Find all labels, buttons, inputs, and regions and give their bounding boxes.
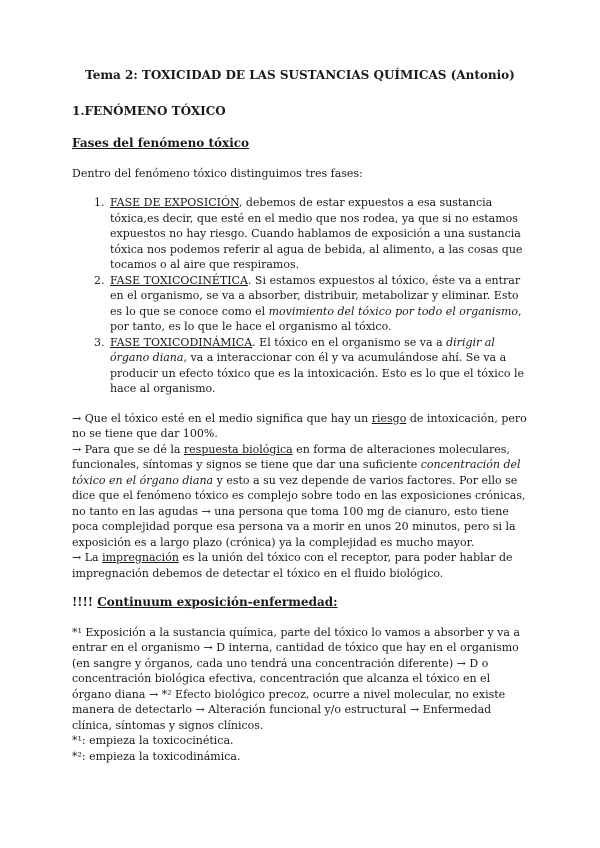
note-text: de intoxicación, pero no se tiene que dar 100%. — [72, 411, 527, 440]
phase-italic: dirigir al órgano diana — [110, 335, 495, 364]
phase-text: . El tóxico en el organismo se va a — [252, 335, 447, 349]
continuum-body: *¹ Exposición a la sustancia química, parte del tóxico lo vamos a absorber y va a entrar en el organismo → D interna, cantidad de tóxico que hay en el organismo (en sangre y órganos, cada uno tendrá una concentración diferente) → D o concentración biológica efectiva, concentración que alcanza el tóxico en el órgano diana → *² Efecto biológico precoz, ocurre a nivel molecular, no existe manera de detectarlo → Alteración funcional y/o estructural → Enfermedad clínica, síntomas y signos clínicos. — [72, 625, 520, 732]
note-underline: respuesta biológica — [183, 442, 293, 456]
note-underline: riesgo — [371, 411, 407, 425]
document-title: Tema 2: TOXICIDAD DE LAS SUSTANCIAS QUÍMICAS (Antonio) — [85, 68, 515, 82]
phase-text: . Si estamos expuestos al tóxico, éste va a entrar en el organismo, se va a absorber, distribuir, metabolizar y eliminar. Esto es lo que se conoce como el — [110, 273, 521, 318]
phase-text: , debemos de estar expuestos a esa sustancia tóxica,es decir, que esté en el medio que nos rodea, ya que si no estamos expuestos no hay riesgo. Cuando hablamos de exposición a una sustancia tóxica nos podemos referir al agua de bebida, al alimento, a las cosas que tocamos o al aire que respiramos. — [110, 196, 523, 271]
phase-italic: movimiento del tóxico por todo el organismo — [268, 304, 519, 318]
phase-item — [108, 335, 528, 397]
note-text: → La — [72, 551, 103, 564]
phase-text-end: , por tanto, es lo que le hace el organismo al tóxico. — [110, 304, 522, 333]
phase-item — [108, 195, 528, 273]
phase-text-end: , va a interaccionar con él y va acumulándose ahí. Se va a producir un efecto tóxico que es la intoxicación. Esto es lo que el tóxico le hace al organismo. — [110, 351, 525, 395]
continuum-prefix: !!!! — [72, 595, 98, 609]
phase-name: FASE TOXICODINÁMICA — [110, 335, 253, 349]
note-text: y esto a su vez depende de varios factores. Por ello se dice que el fenómeno tóxico es complejo sobre todo en las exposiciones crónicas, no tanto en las agudas → una persona que toma 100 mg de cianuro, esto tiene poca complejidad porque esa persona va a morir en unos 20 minutos, pero si la exposición es a largo plazo (crónica) ya la complejidad es mucho mayor. — [72, 473, 526, 549]
continuum-footnote-2: *²: empieza la toxicodinámica. — [72, 749, 241, 763]
section-heading: 1.FENÓMENO TÓXICO — [72, 103, 226, 118]
phase-item — [108, 273, 528, 335]
notes-block — [72, 411, 528, 582]
note-text: → Que el tóxico esté en el medio significa que hay un — [72, 411, 372, 425]
note-text: → Para que se dé la — [72, 442, 184, 456]
document-page — [72, 68, 528, 764]
phases-list — [72, 195, 528, 397]
continuum-heading — [72, 595, 528, 611]
phase-name: FASE DE EXPOSICIÓN — [110, 196, 239, 209]
intro-paragraph: Dentro del fenómeno tóxico distinguimos tres fases: — [72, 166, 363, 180]
note-impregnacion — [72, 550, 528, 581]
note-text: en forma de alteraciones moleculares, funcionales, síntomas y signos se tiene que dar una suficiente — [72, 442, 510, 471]
subsection-heading: Fases del fenómeno tóxico — [72, 136, 250, 150]
note-text: es la unión del tóxico con el receptor, para poder hablar de impregnación debemos de detectar el tóxico en el fluido biológico. — [72, 551, 513, 580]
note-riesgo — [72, 411, 528, 442]
note-underline: impregnación — [102, 551, 179, 564]
phase-name: FASE TOXICOCINÉTICA — [110, 273, 248, 287]
continuum-title: Continuum exposición-enfermedad: — [97, 595, 338, 609]
note-italic: concentración del tóxico en el órgano diana — [72, 458, 521, 487]
continuum-footnote-1: *¹: empieza la toxicocinética. — [72, 734, 234, 747]
note-respuesta — [72, 442, 528, 551]
